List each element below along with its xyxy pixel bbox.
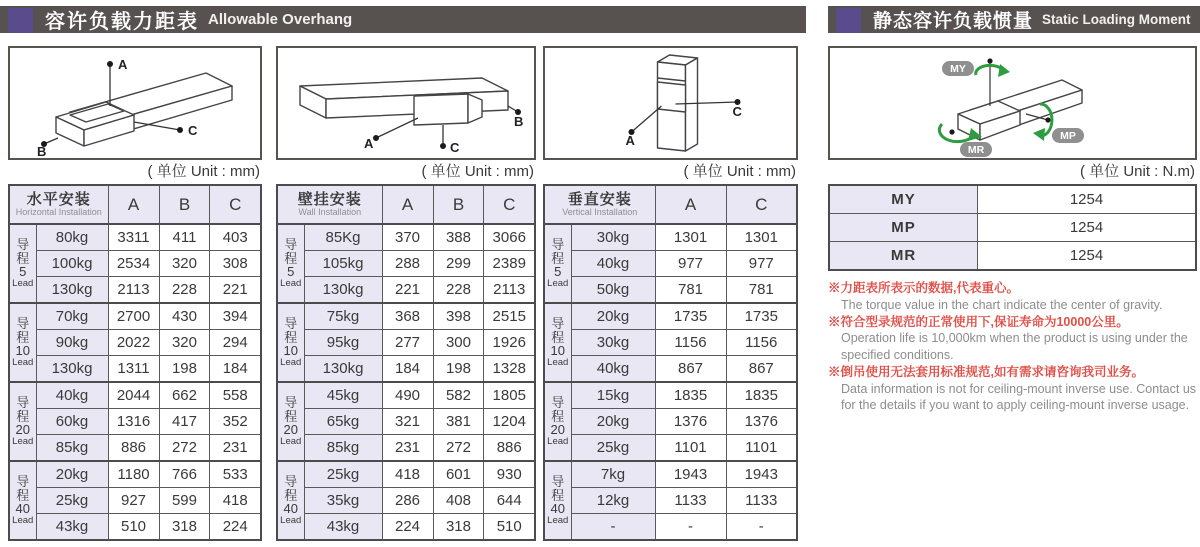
table-row <box>9 461 261 488</box>
table-row <box>544 382 797 409</box>
load-cell: 65kg <box>304 409 382 435</box>
value-cell: 1301 <box>655 224 726 251</box>
static-loading-moment-title-bar <box>828 6 1200 33</box>
title-accent-square <box>836 8 861 33</box>
value-cell: 2022 <box>108 330 159 356</box>
point-b-label: B <box>37 144 47 158</box>
load-cell: 85Kg <box>304 224 382 251</box>
table-row <box>9 356 261 383</box>
value-cell: 321 <box>382 409 433 435</box>
load-cell: 20kg <box>571 303 655 330</box>
point-c-dot <box>177 127 183 133</box>
load-cell: 105kg <box>304 251 382 277</box>
load-cell: 20kg <box>36 461 108 488</box>
value-cell: 977 <box>726 251 797 277</box>
value-cell: 224 <box>382 514 433 541</box>
point-a-label: A <box>118 57 128 72</box>
column-header: A <box>655 185 726 224</box>
load-cell: 43kg <box>36 514 108 541</box>
moment-mr-label: MR <box>829 242 978 271</box>
value-cell: 2389 <box>484 251 535 277</box>
table-row <box>9 382 261 409</box>
load-cell: 20kg <box>571 409 655 435</box>
table-row <box>829 214 1196 242</box>
value-cell: 930 <box>484 461 535 488</box>
load-cell: 130kg <box>304 277 382 304</box>
horizontal-installation-diagram <box>8 46 262 160</box>
value-cell: 582 <box>433 382 484 409</box>
point-a-dot <box>373 135 379 141</box>
my-axis-dot <box>987 58 992 63</box>
value-cell: 318 <box>433 514 484 541</box>
value-cell: 886 <box>108 435 159 462</box>
load-cell: 50kg <box>571 277 655 304</box>
table-row <box>544 224 797 251</box>
load-cell: 40kg <box>571 356 655 383</box>
value-cell: 867 <box>655 356 726 383</box>
note-3-cn: ※倒吊使用无法套用标准规范,如有需求请咨询我司业务。 <box>828 364 1144 379</box>
table-row <box>829 242 1196 271</box>
table-row <box>277 382 535 409</box>
table-row <box>277 356 535 383</box>
mp-axis-dot <box>1045 117 1050 122</box>
value-cell: 927 <box>108 488 159 514</box>
value-cell: 231 <box>382 435 433 462</box>
wall-installation-table <box>276 184 536 541</box>
load-cell: 70kg <box>36 303 108 330</box>
value-cell: 231 <box>210 435 261 462</box>
lead-group-label: 导 程 20 Lead <box>544 382 571 461</box>
value-cell: 1926 <box>484 330 535 356</box>
mp-pill-label: MP <box>1060 130 1076 142</box>
vertical-rail-drawing <box>545 48 796 158</box>
value-cell: 599 <box>159 488 210 514</box>
moment-mp-value: 1254 <box>978 214 1197 242</box>
value-cell: 1133 <box>655 488 726 514</box>
load-cell: - <box>571 514 655 541</box>
note-2-cn: ※符合型录规范的正常使用下,保证寿命为10000公里。 <box>828 314 1129 329</box>
table-row <box>829 185 1196 214</box>
load-cell: 45kg <box>304 382 382 409</box>
value-cell: 510 <box>484 514 535 541</box>
value-cell: 886 <box>484 435 535 462</box>
my-pill-label: MY <box>950 63 966 75</box>
note-2-en: Operation life is 10,000km when the product is using under the specified conditions. <box>841 331 1188 362</box>
value-cell: 490 <box>382 382 433 409</box>
lead-group-label: 导 程 40 Lead <box>277 461 304 540</box>
load-cell: 85kg <box>36 435 108 462</box>
table-row <box>9 409 261 435</box>
table-row <box>277 435 535 462</box>
value-cell: 2534 <box>108 251 159 277</box>
horizontal-installation-table <box>8 184 262 541</box>
wall-rail-drawing <box>278 48 534 158</box>
mr-axis-dot <box>949 129 954 134</box>
load-cell: 7kg <box>571 461 655 488</box>
value-cell: 1311 <box>108 356 159 383</box>
table-row <box>544 277 797 304</box>
value-cell: - <box>655 514 726 541</box>
lead-group-label: 导 程 10 Lead <box>277 303 304 382</box>
table-row <box>544 330 797 356</box>
load-cell: 130kg <box>36 277 108 304</box>
point-c-label: C <box>450 140 460 155</box>
load-cell: 43kg <box>304 514 382 541</box>
load-cell: 100kg <box>36 251 108 277</box>
value-cell: - <box>726 514 797 541</box>
value-cell: 368 <box>382 303 433 330</box>
table-title: 壁挂安装 Wall Installation <box>277 185 382 224</box>
load-cell: 130kg <box>304 356 382 383</box>
note-3-en: Data information is not for ceiling-mount inverse use. Contact us for the details if you want to apply ceiling-mount inverse usage. <box>841 381 1197 413</box>
column-header: A <box>382 185 433 224</box>
load-cell: 30kg <box>571 330 655 356</box>
table-row <box>277 330 535 356</box>
load-cell: 35kg <box>304 488 382 514</box>
value-cell: 1316 <box>108 409 159 435</box>
value-cell: 510 <box>108 514 159 541</box>
wall-installation-panel <box>276 46 536 541</box>
moment-table <box>828 184 1197 271</box>
table-row <box>277 277 535 304</box>
lead-group-label: 导 程 10 Lead <box>9 303 36 382</box>
point-a-dot <box>107 61 113 67</box>
table-row <box>544 514 797 541</box>
value-cell: 300 <box>433 330 484 356</box>
value-cell: 1133 <box>726 488 797 514</box>
table-row <box>544 488 797 514</box>
value-cell: 1101 <box>726 435 797 462</box>
value-cell: 198 <box>159 356 210 383</box>
table-row <box>544 409 797 435</box>
table-row <box>277 409 535 435</box>
value-cell: 1735 <box>655 303 726 330</box>
lead-group-label: 导 程 5 Lead <box>544 224 571 303</box>
horizontal-rail-drawing <box>10 48 260 158</box>
value-cell: 1156 <box>655 330 726 356</box>
load-cell: 25kg <box>571 435 655 462</box>
table-row <box>544 251 797 277</box>
value-cell: 1376 <box>726 409 797 435</box>
lead-group-label: 导 程 20 Lead <box>9 382 36 461</box>
load-cell: 40kg <box>571 251 655 277</box>
table-row <box>544 356 797 383</box>
moment-my-label: MY <box>829 185 978 214</box>
wall-installation-diagram <box>276 46 536 160</box>
value-cell: 430 <box>159 303 210 330</box>
value-cell: 388 <box>433 224 484 251</box>
table-row <box>277 251 535 277</box>
value-cell: 1101 <box>655 435 726 462</box>
column-header: A <box>108 185 159 224</box>
value-cell: 1328 <box>484 356 535 383</box>
value-cell: 781 <box>726 277 797 304</box>
value-cell: 288 <box>382 251 433 277</box>
table-row <box>9 224 261 251</box>
lead-group-label: 导 程 20 Lead <box>277 382 304 461</box>
value-cell: 2044 <box>108 382 159 409</box>
column-header: C <box>726 185 797 224</box>
value-cell: 418 <box>382 461 433 488</box>
value-cell: 3066 <box>484 224 535 251</box>
value-cell: 221 <box>382 277 433 304</box>
load-cell: 85kg <box>304 435 382 462</box>
table-row <box>277 461 535 488</box>
value-cell: 644 <box>484 488 535 514</box>
point-c-label: C <box>732 104 742 119</box>
load-cell: 40kg <box>36 382 108 409</box>
vertical-installation-panel <box>543 46 798 541</box>
note-1-en: The torque value in the chart indicate the center of gravity. <box>841 297 1163 312</box>
column-header: C <box>210 185 261 224</box>
lead-group-label: 导 程 5 Lead <box>9 224 36 303</box>
value-cell: 2700 <box>108 303 159 330</box>
value-cell: 1835 <box>726 382 797 409</box>
load-cell: 25kg <box>304 461 382 488</box>
vertical-installation-diagram <box>543 46 798 160</box>
value-cell: 352 <box>210 409 261 435</box>
value-cell: 381 <box>433 409 484 435</box>
value-cell: 1156 <box>726 330 797 356</box>
value-cell: 1735 <box>726 303 797 330</box>
table-row <box>9 435 261 462</box>
table-row <box>9 303 261 330</box>
value-cell: 417 <box>159 409 210 435</box>
moment-my-value: 1254 <box>978 185 1197 214</box>
horizontal-installation-panel <box>8 46 262 541</box>
allowable-overhang-title-en: Allowable Overhang <box>208 11 353 28</box>
value-cell: 1376 <box>655 409 726 435</box>
moment-mp-label: MP <box>829 214 978 242</box>
load-cell: 80kg <box>36 224 108 251</box>
table-row <box>277 224 535 251</box>
value-cell: 601 <box>433 461 484 488</box>
column-header: C <box>484 185 535 224</box>
unit-label-mm: ( 单位 Unit : mm) <box>147 163 260 180</box>
value-cell: 411 <box>159 224 210 251</box>
value-cell: 370 <box>382 224 433 251</box>
value-cell: 318 <box>159 514 210 541</box>
lead-group-label: 导 程 10 Lead <box>544 303 571 382</box>
value-cell: 272 <box>433 435 484 462</box>
allowable-overhang-title-bar <box>0 6 806 33</box>
static-loading-moment-title-en: Static Loading Moment <box>1042 12 1191 27</box>
value-cell: 184 <box>210 356 261 383</box>
value-cell: 286 <box>382 488 433 514</box>
static-loading-moment-panel <box>828 46 1197 414</box>
value-cell: 1835 <box>655 382 726 409</box>
notes-block <box>828 280 1197 414</box>
column-header: B <box>159 185 210 224</box>
point-b-label: B <box>514 114 524 129</box>
point-c-dot <box>440 143 446 149</box>
value-cell: 272 <box>159 435 210 462</box>
moment-mr-value: 1254 <box>978 242 1197 271</box>
unit-label-nm: ( 单位 Unit : N.m) <box>1080 163 1195 180</box>
load-cell: 95kg <box>304 330 382 356</box>
value-cell: 1204 <box>484 409 535 435</box>
point-a-label: A <box>364 136 374 151</box>
table-title: 垂直安装 Vertical Installation <box>544 185 655 224</box>
value-cell: 1301 <box>726 224 797 251</box>
value-cell: 867 <box>726 356 797 383</box>
table-row <box>544 461 797 488</box>
moment-diagram <box>828 46 1197 160</box>
value-cell: 403 <box>210 224 261 251</box>
value-cell: 418 <box>210 488 261 514</box>
value-cell: 766 <box>159 461 210 488</box>
load-cell: 75kg <box>304 303 382 330</box>
value-cell: 184 <box>382 356 433 383</box>
value-cell: 977 <box>655 251 726 277</box>
value-cell: 294 <box>210 330 261 356</box>
table-row <box>9 251 261 277</box>
load-cell: 25kg <box>36 488 108 514</box>
note-1-cn: ※力距表所表示的数据,代表重心。 <box>828 281 1019 295</box>
allowable-overhang-title-cn: 容许负载力距表 <box>45 11 199 33</box>
value-cell: 228 <box>433 277 484 304</box>
lead-group-label: 导 程 40 Lead <box>9 461 36 540</box>
load-cell: 15kg <box>571 382 655 409</box>
value-cell: 2113 <box>484 277 535 304</box>
lead-group-label: 导 程 5 Lead <box>277 224 304 303</box>
value-cell: 3311 <box>108 224 159 251</box>
load-cell: 60kg <box>36 409 108 435</box>
load-cell: 30kg <box>571 224 655 251</box>
load-cell: 130kg <box>36 356 108 383</box>
value-cell: 320 <box>159 330 210 356</box>
value-cell: 1943 <box>655 461 726 488</box>
table-row <box>277 303 535 330</box>
moment-rail-drawing <box>830 48 1195 158</box>
vertical-installation-table <box>543 184 798 541</box>
value-cell: 308 <box>210 251 261 277</box>
column-header: B <box>433 185 484 224</box>
value-cell: 221 <box>210 277 261 304</box>
value-cell: 228 <box>159 277 210 304</box>
value-cell: 299 <box>433 251 484 277</box>
unit-label-mm: ( 单位 Unit : mm) <box>421 163 534 180</box>
load-cell: 12kg <box>571 488 655 514</box>
point-a-label: A <box>625 133 635 148</box>
value-cell: 198 <box>433 356 484 383</box>
value-cell: 1180 <box>108 461 159 488</box>
table-row <box>9 488 261 514</box>
table-row <box>9 277 261 304</box>
value-cell: 277 <box>382 330 433 356</box>
value-cell: 398 <box>433 303 484 330</box>
table-row <box>277 514 535 541</box>
value-cell: 2515 <box>484 303 535 330</box>
point-c-label: C <box>188 123 198 138</box>
table-row <box>277 488 535 514</box>
value-cell: 2113 <box>108 277 159 304</box>
lead-group-label: 导 程 40 Lead <box>544 461 571 540</box>
table-row <box>9 330 261 356</box>
load-cell: 90kg <box>36 330 108 356</box>
value-cell: 1943 <box>726 461 797 488</box>
value-cell: 394 <box>210 303 261 330</box>
title-accent-square <box>8 8 33 33</box>
value-cell: 558 <box>210 382 261 409</box>
static-loading-moment-title-cn: 静态容许负载惯量 <box>873 11 1034 32</box>
value-cell: 320 <box>159 251 210 277</box>
table-row <box>544 435 797 462</box>
unit-label-mm: ( 单位 Unit : mm) <box>683 163 796 180</box>
mr-pill-label: MR <box>967 144 985 156</box>
value-cell: 781 <box>655 277 726 304</box>
value-cell: 662 <box>159 382 210 409</box>
value-cell: 408 <box>433 488 484 514</box>
table-row <box>544 303 797 330</box>
table-row <box>9 514 261 541</box>
table-title: 水平安装 Horizontal Installation <box>9 185 108 224</box>
value-cell: 1805 <box>484 382 535 409</box>
value-cell: 224 <box>210 514 261 541</box>
value-cell: 533 <box>210 461 261 488</box>
